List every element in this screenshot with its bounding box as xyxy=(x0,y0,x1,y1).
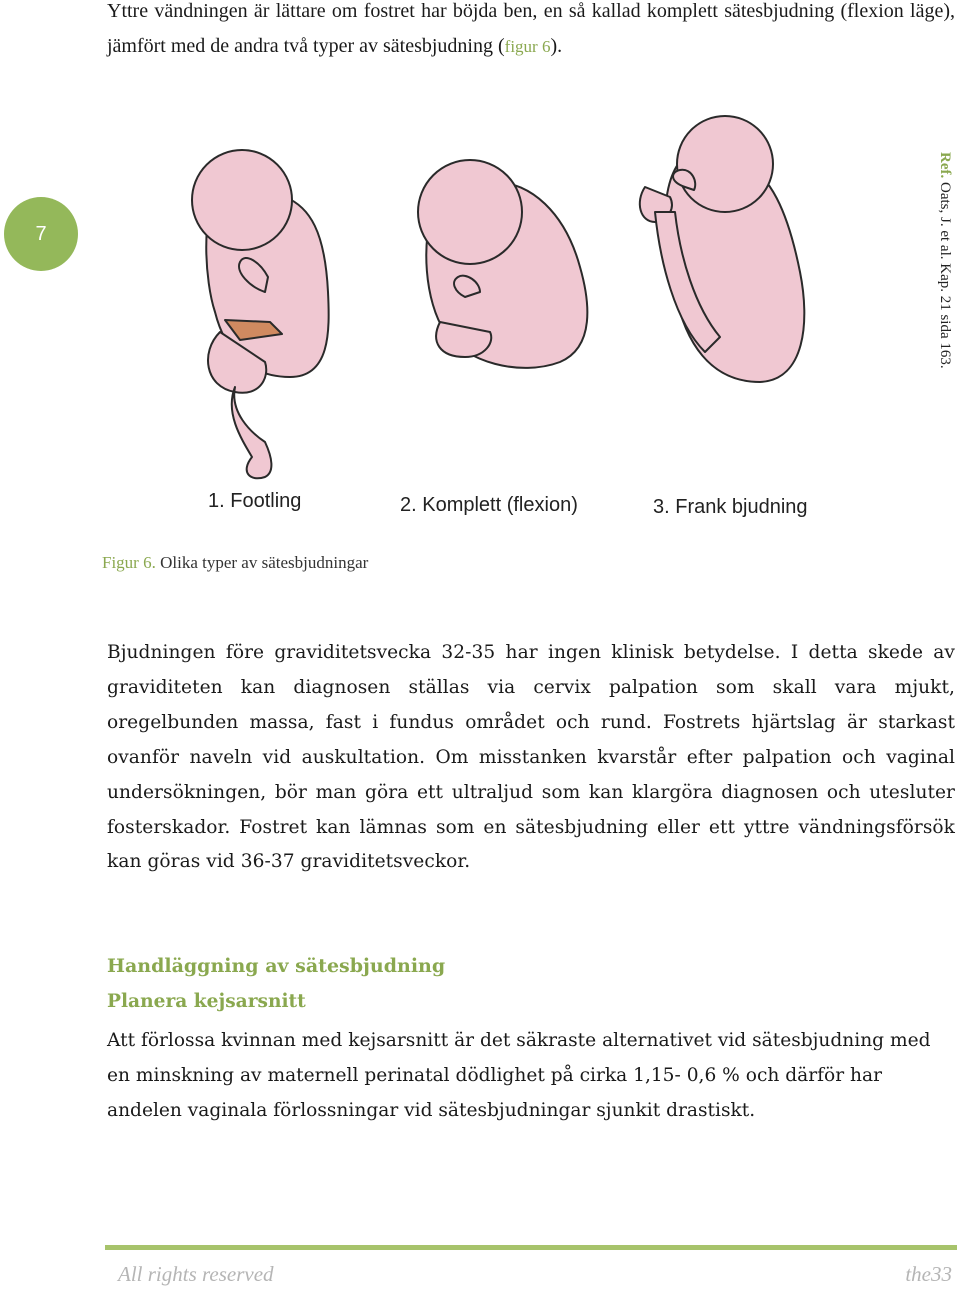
footer-brand: the33 xyxy=(905,1262,952,1286)
footer-divider xyxy=(105,1245,957,1250)
label-frank: 3. Frank bjudning xyxy=(653,496,808,518)
fetus-frank xyxy=(640,116,805,382)
fetus-komplett xyxy=(418,160,587,368)
footer-copyright: All rights reserved xyxy=(118,1262,274,1286)
body-paragraph: Bjudningen före graviditetsvecka 32-35 har ingen klinisk betydelse. I detta skede av graviditeten kan diagnosen ställas via cervix palpation som skall vara mjukt, oregelbunden massa, fast i fundus området och rund. Fostrets hjärtslag är starkast ovanför naveln vid auskultation. Om misstanken kvarstår efter palpation och vaginal undersökningen, bör man göra ett ultraljud som kan klargöra diagnosen och utesluter fosterskador. Fostret kan lämnas som en sätesbjudning eller ett yttre vändningsförsök kan göras vid 36-37 graviditetsveckor. xyxy=(107,642,955,873)
label-komplett: 2. Komplett (flexion) xyxy=(400,494,578,516)
section-heading: Handläggning av sätesbjudning xyxy=(107,955,446,977)
label-footling: 1. Footling xyxy=(208,490,302,512)
page-number-badge: 7 xyxy=(4,197,78,271)
fetus-footling xyxy=(192,150,329,478)
figure-reference[interactable]: figur 6 xyxy=(504,36,551,56)
intro-paragraph: Yttre vändningen är lättare om fostret har böjda ben, en så kallad komplett sätesbjudning (flexion läge), jämfört med de andra två typer av sätesbjudning (figur 6). xyxy=(107,0,955,57)
fetus-illustrations xyxy=(180,112,860,532)
section-body: Att förlossa kvinnan med kejsarsnitt är det säkraste alternativet vid sätesbjudning med en minskning av maternell perinatal dödlighet på cirka 1,15- 0,6 % och därför har andelen vaginala förlossningar vid sätesbjudningar sjunkit drastiskt. xyxy=(107,1030,931,1121)
figure-caption: Figur 6. Olika typer av sätesbjudningar xyxy=(102,553,369,572)
section-subheading: Planera kejsarsnitt xyxy=(107,991,306,1012)
side-reference: Ref. Oats, J. et al. Kap. 21 sida 163. xyxy=(937,152,953,369)
breech-figure xyxy=(180,112,860,532)
